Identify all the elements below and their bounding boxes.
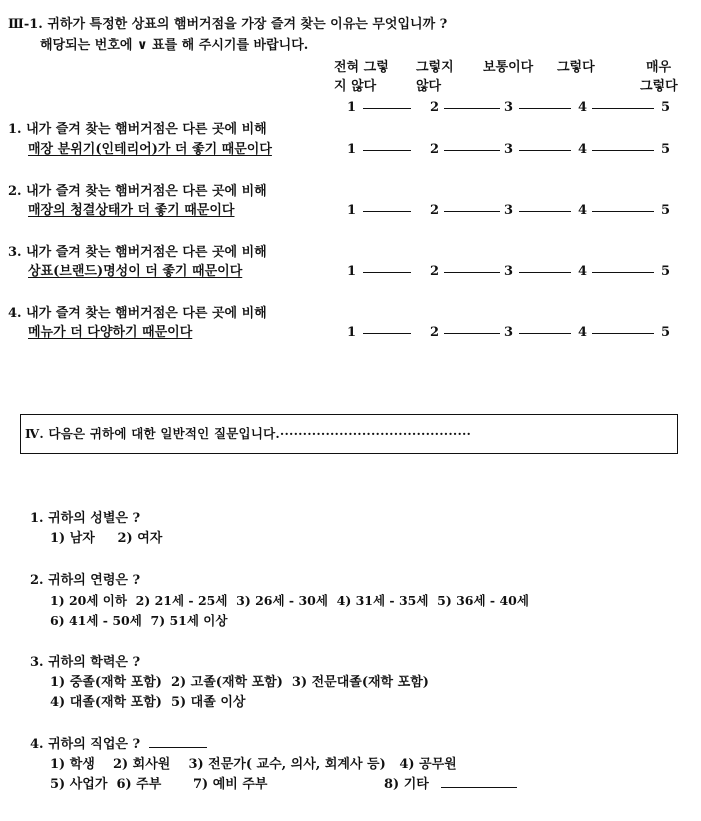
scale-header-row	[345, 100, 675, 116]
q3-options-2[interactable]: 4) 대졸(재학 포함) 5) 대졸 이상	[50, 695, 246, 710]
q4-other-row[interactable]	[384, 777, 517, 793]
option-1[interactable]: 1	[347, 203, 357, 218]
scale-line	[444, 150, 500, 151]
option-2[interactable]: 2	[430, 264, 440, 279]
scale-line	[444, 272, 500, 273]
option-3[interactable]: 3	[504, 264, 514, 279]
scale-line	[363, 108, 411, 109]
section4-box	[20, 414, 678, 454]
scale-line	[519, 211, 571, 212]
option-5[interactable]: 5	[661, 203, 671, 218]
scale-header-1b: 지 않다	[334, 79, 377, 94]
item-4-reason: 메뉴가 더 다양하기 때문이다	[28, 325, 193, 340]
item-1-prefix: 1. 내가 즐겨 찾는 햄버거점은 다른 곳에 비해	[8, 122, 267, 137]
scale-header-5b: 그렇다	[640, 79, 678, 94]
item-4-prefix: 4. 내가 즐겨 찾는 햄버거점은 다른 곳에 비해	[8, 306, 267, 321]
option-1[interactable]: 1	[347, 142, 357, 157]
q2-title: 2. 귀하의 연령은 ?	[30, 573, 141, 588]
scale-line	[519, 108, 571, 109]
item-2-scale[interactable]	[345, 203, 675, 219]
scale-num-1: 1	[347, 100, 357, 115]
scale-header-2b: 않다	[416, 79, 442, 94]
scale-num-2: 2	[430, 100, 440, 115]
scale-line	[519, 272, 571, 273]
scale-line	[444, 108, 500, 109]
scale-line	[363, 333, 411, 334]
section3-instruction: 해당되는 번호에 ∨ 표를 해 주시기를 바랍니다.	[40, 38, 309, 53]
scale-line	[519, 150, 571, 151]
option-3[interactable]: 3	[504, 142, 514, 157]
q1-options[interactable]: 1) 남자 2) 여자	[50, 531, 163, 546]
q2-options-2[interactable]: 6) 41세 - 50세 7) 51세 이상	[50, 613, 228, 628]
item-2-reason: 매장의 청결상태가 더 좋기 때문이다	[28, 203, 235, 218]
scale-line	[444, 211, 500, 212]
q4-title-row	[30, 737, 207, 753]
q4-title: 4. 귀하의 직업은 ?	[30, 737, 141, 752]
item-3-prefix: 3. 내가 즐겨 찾는 햄버거점은 다른 곳에 비해	[8, 245, 267, 260]
option-4[interactable]: 4	[578, 264, 588, 279]
q3-options-1[interactable]: 1) 중졸(재학 포함) 2) 고졸(재학 포함) 3) 전문대졸(재학 포함)	[50, 675, 429, 690]
scale-num-5: 5	[661, 100, 671, 115]
q1-title: 1. 귀하의 성별은 ?	[30, 511, 141, 526]
scale-line	[592, 150, 654, 151]
scale-line	[444, 333, 500, 334]
q2-options-1[interactable]: 1) 20세 이하 2) 21세 - 25세 3) 26세 - 30세 4) 31세 - 35세 5) 36세 - 40세	[50, 593, 529, 608]
option-3[interactable]: 3	[504, 325, 514, 340]
item-2-prefix: 2. 내가 즐겨 찾는 햄버거점은 다른 곳에 비해	[8, 184, 267, 199]
q4-other-label: 8) 기타	[384, 777, 429, 792]
q4-options-1[interactable]: 1) 학생 2) 회사원 3) 전문가( 교수, 의사, 회계사 등) 4) 공무원	[50, 757, 457, 772]
section4-heading: Ⅳ. 다음은 귀하에 대한 일반적인 질문입니다.··········································	[25, 426, 472, 441]
scale-line	[519, 333, 571, 334]
scale-line	[592, 108, 654, 109]
q4-other-blank[interactable]	[441, 787, 517, 788]
q4-options-2[interactable]: 5) 사업가 6) 주부 7) 예비 주부	[50, 777, 268, 792]
item-3-reason: 상표(브랜드)명성이 더 좋기 때문이다	[28, 264, 243, 279]
q3-title: 3. 귀하의 학력은 ?	[30, 655, 141, 670]
section3-title: Ⅲ-1. 귀하가 특정한 상표의 햄버거점을 가장 즐겨 찾는 이유는 무엇입니까 ?	[8, 17, 448, 32]
option-4[interactable]: 4	[578, 203, 588, 218]
option-1[interactable]: 1	[347, 264, 357, 279]
scale-line	[363, 150, 411, 151]
item-1-scale[interactable]	[345, 142, 675, 158]
scale-header-3: 보통이다	[483, 60, 534, 75]
item-4-scale[interactable]	[345, 325, 675, 341]
scale-header-5a: 매우	[646, 60, 672, 75]
option-1[interactable]: 1	[347, 325, 357, 340]
option-2[interactable]: 2	[430, 325, 440, 340]
option-5[interactable]: 5	[661, 142, 671, 157]
option-5[interactable]: 5	[661, 325, 671, 340]
option-2[interactable]: 2	[430, 203, 440, 218]
scale-line	[592, 272, 654, 273]
option-5[interactable]: 5	[661, 264, 671, 279]
scale-line	[363, 211, 411, 212]
item-3-scale[interactable]	[345, 264, 675, 280]
option-2[interactable]: 2	[430, 142, 440, 157]
scale-line	[363, 272, 411, 273]
scale-line	[592, 211, 654, 212]
scale-header-2a: 그렇지	[416, 60, 454, 75]
option-4[interactable]: 4	[578, 142, 588, 157]
item-1-reason: 매장 분위기(인테리어)가 더 좋기 때문이다	[28, 142, 272, 157]
q4-answer-blank[interactable]	[149, 747, 207, 748]
option-3[interactable]: 3	[504, 203, 514, 218]
scale-num-3: 3	[504, 100, 514, 115]
scale-header-1a: 전혀 그렇	[334, 60, 389, 75]
scale-line	[592, 333, 654, 334]
scale-num-4: 4	[578, 100, 588, 115]
option-4[interactable]: 4	[578, 325, 588, 340]
scale-header-4: 그렇다	[557, 60, 595, 75]
